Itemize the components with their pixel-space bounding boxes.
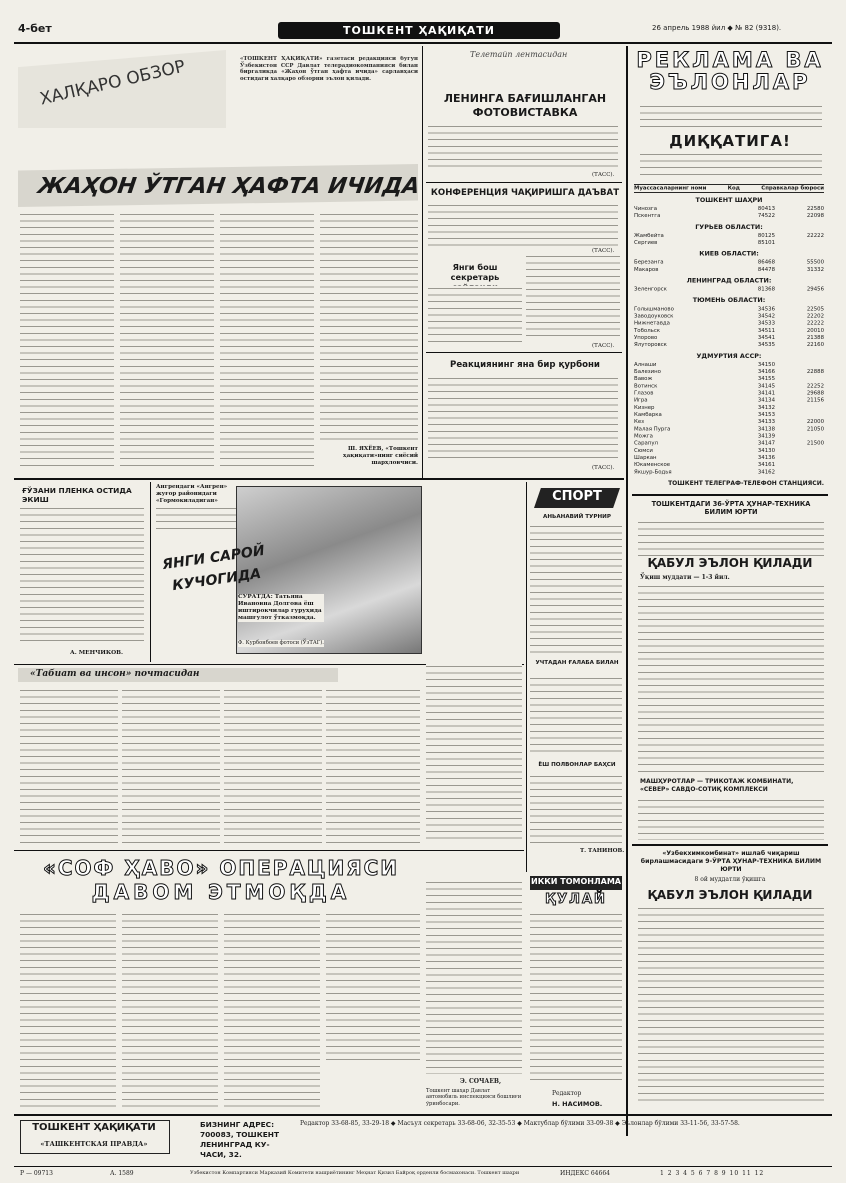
phone-row-bureau: 55500: [806, 260, 824, 266]
phone-row-name: Вотинск: [634, 383, 658, 390]
phone-row: [634, 327, 824, 334]
phone-row-name: Сергиев: [634, 240, 658, 246]
shorts-title-1: ИККИ ТОМОНЛАМА: [531, 877, 621, 886]
school2-body: [638, 906, 824, 1102]
exhibit-tass: (ТАСС).: [592, 172, 615, 178]
phone-row-code: 34147: [757, 441, 775, 447]
phone-row-code: 34536: [757, 306, 775, 313]
photo-caption-top: Ангрендаги «Ангрен» жуғор районидаги «Гормокиладиган»: [156, 484, 228, 504]
phone-row: [634, 447, 824, 454]
col-divider-1: [422, 46, 423, 478]
footer-rule: [14, 1114, 832, 1116]
phone-row: [634, 306, 824, 313]
phone-row-code: 84478: [757, 267, 775, 273]
phone-row-bureau: 22505: [806, 306, 824, 313]
phone-row-bureau: [778, 404, 824, 411]
phone-row: [634, 232, 824, 239]
sport-body-1: [530, 524, 622, 654]
ads-sep-2: [632, 844, 828, 846]
exhibit-body: [428, 124, 618, 172]
phone-row-name: Вавож: [634, 376, 653, 382]
ads-attention: ДИҚҚАТИГА!: [669, 132, 791, 150]
phone-row-code: 34139: [757, 433, 775, 440]
intl-col4: [320, 212, 418, 442]
region-heading: ГУРЬЕВ ОБЛАСТИ:: [695, 223, 763, 231]
soft-author-title: Тошкент шаҳар Давлат автомобиль инспекцияси бошлиғи ўринбосари.: [426, 1088, 522, 1107]
akp-body: [526, 254, 620, 342]
footer-logo-ru: «ТАШКЕНТСКАЯ ПРАВДА»: [40, 1140, 148, 1148]
intl-kicker: ХАЛҚАРО ОБЗОР: [38, 56, 188, 110]
sport-sub-2: УЧТАДАН ҒАЛАБА БИЛАН: [535, 660, 619, 666]
footer-rule-2: [14, 1166, 832, 1167]
phone-row-bureau: [778, 455, 824, 462]
address-body: [638, 798, 824, 840]
footer-logo: ТОШКЕНТ ҲАҚИҚАТИ: [32, 1122, 156, 1133]
admission-title-1: ҚАБУЛ ЭЪЛОН ҚИЛАДИ: [647, 556, 813, 570]
page-number: 4-бет: [18, 22, 52, 35]
phone-row: [634, 404, 824, 411]
phone-row-name: Малая Пурга: [634, 426, 671, 433]
intl-col1: [20, 212, 114, 470]
region-heading: ТЮМЕНЬ ОБЛАСТИ:: [692, 296, 766, 305]
soft-title-2: ДАВОМ ЭТМОҚДА: [91, 880, 351, 904]
phone-row-bureau: 22580: [806, 206, 824, 212]
phone-row: [634, 469, 824, 476]
phone-row-bureau: 22098: [806, 213, 824, 219]
cotton-title: ҒЎЗАНИ ПЛЕНКА ОСТИДА ЭКИШ: [22, 486, 132, 504]
phone-row: [634, 286, 824, 293]
phone-row: [634, 412, 824, 419]
conference-title: КОНФЕРЕНЦИЯ ЧАҚИРИШГА ДАЪВАТ: [430, 188, 620, 198]
sport-author: Т. ТАНИНОВ.: [580, 848, 625, 854]
phone-row-name: Юкаменское: [634, 462, 671, 468]
ads-sep-1: [632, 494, 828, 496]
footer-addr-2: ЛЕНИНГРАД КУ-: [200, 1140, 270, 1149]
phone-row-name: Якшур-Бодья: [634, 469, 672, 476]
phone-row-bureau: 22222: [806, 321, 824, 327]
intl-intro: «ТОШКЕНТ ҲАҚИҚАТИ» газетаси редакцияси бугун Ўзбекистон ССР Давлат телерадиокомпанияси билан биргаликда «Жаҳон ўтган ҳафта ичида» сарлавҳаси остидаги халқаро обзорни эълон қилади.: [240, 56, 418, 82]
nature-col3: [224, 688, 322, 844]
phone-row-name: Ялуторовск: [634, 342, 667, 348]
intl-signature: Ш. ЯХЁЕВ, «Тошкент ҳақиқати»нинг сиёсий шарҳловчиси.: [343, 446, 418, 466]
phone-row-code: 81368: [757, 287, 775, 293]
phone-row-name: Кез: [634, 419, 645, 425]
nature-col1: [20, 688, 118, 844]
sport-sub-3: ЁШ ПОЛВОНЛАР БАҲСИ: [538, 762, 616, 768]
shorts-body: [530, 912, 622, 1082]
reaction-body: [428, 376, 618, 464]
sep-b: [426, 352, 622, 353]
phone-row-name: Макаров: [634, 267, 659, 273]
nature-col5: [426, 664, 522, 844]
phone-row-bureau: [778, 412, 824, 419]
phone-row-bureau: 31332: [806, 267, 824, 273]
soft-rule: [14, 850, 524, 851]
phone-row: [634, 462, 824, 469]
ads-title-2: ЭЪЛОНЛАР: [649, 70, 811, 94]
phone-row-name: Глазов: [634, 390, 654, 397]
editor-label: Редактор: [552, 1090, 582, 1097]
shorts-title-2: ҚУЛАЙ: [545, 892, 607, 907]
soft-col3: [224, 912, 320, 1108]
phone-row: [634, 361, 824, 368]
phone-row: [634, 320, 824, 327]
col-phone-header: Справкалар бюроси: [761, 185, 824, 192]
phone-row-bureau: 29456: [806, 287, 824, 293]
phone-row-bureau: 29688: [806, 390, 824, 397]
phone-row-name: Березанга: [634, 260, 664, 266]
phone-row-bureau: [778, 376, 824, 383]
phone-row-bureau: [778, 469, 824, 476]
phone-row-code: 85101: [757, 240, 775, 246]
phone-row: [634, 313, 824, 320]
footer-printer: Ўзбекистон Компартияси Марказий Комитети нашриётининг Меҳнат Қизил Байроқ орденли босмахонаси. Тошкент шаҳри: [190, 1170, 520, 1176]
reaction-tass: (ТАСС).: [592, 465, 615, 471]
phone-row: [634, 426, 824, 433]
phone-row-name: Заводоуковск: [634, 313, 674, 320]
soft-title-1: «СОФ ҲАВО» ОПЕРАЦИЯСИ: [42, 856, 400, 880]
phone-row-code: 34141: [757, 390, 775, 397]
phone-row-code: 34153: [757, 412, 775, 418]
school2-sub: 8 ой муддатли ўқишга: [694, 876, 766, 883]
soft-col2: [122, 912, 218, 1108]
phone-row-code: 34145: [757, 383, 775, 390]
phone-row: [634, 240, 824, 247]
phone-row-code: 34511: [757, 328, 775, 334]
phone-row-bureau: 22160: [806, 342, 824, 348]
phone-row-name: Шаркан: [634, 455, 657, 461]
soft-col4: [326, 912, 420, 1062]
ads-attention-body: [640, 152, 822, 178]
phone-row: [634, 419, 824, 426]
phone-row-name: Сюмси: [634, 448, 653, 454]
phone-row: [634, 376, 824, 383]
children-photo: [236, 486, 422, 654]
phone-row: [634, 433, 824, 440]
phone-row-code: 34138: [757, 426, 775, 433]
phone-row-bureau: 22888: [806, 369, 824, 375]
phone-row-bureau: 22202: [806, 313, 824, 320]
phone-row-name: Кизнер: [634, 405, 655, 411]
photo-overlay-2: КУЧОГИДА: [171, 565, 263, 595]
phone-row-bureau: [778, 240, 824, 247]
phone-row-code: 34132: [757, 405, 775, 411]
phone-row-code: 34162: [757, 469, 775, 476]
reaction-title: Реакциянинг яна бир қурбони: [450, 360, 600, 370]
footer-order: А. 1589: [110, 1170, 134, 1177]
soft-author: Э. СОЧАЕВ,: [460, 1078, 502, 1085]
photo-caption-top-body: [156, 506, 244, 534]
phone-row: [634, 205, 824, 212]
sport-body-2: [530, 676, 622, 756]
sep-a: [426, 182, 622, 183]
col-name-header: Муассасаларнинг номи: [634, 185, 707, 192]
phone-row-name: Пскентга: [634, 213, 661, 219]
nature-col4: [326, 688, 420, 844]
phone-row-name: Голышманово: [634, 306, 674, 313]
phone-row-name: Можга: [634, 433, 653, 440]
phone-row-code: 34166: [757, 369, 775, 375]
col-divider-2: [150, 482, 151, 662]
conference-body: [428, 203, 618, 248]
phone-row-name: Нижнетавда: [634, 321, 670, 327]
soft-col1: [20, 912, 116, 1108]
footer-idx: Р — 09713: [20, 1170, 53, 1177]
region-heading: КИЕВ ОБЛАСТИ:: [699, 250, 759, 258]
soft-col5: [426, 880, 522, 1074]
phone-row-name: Камбарка: [634, 412, 662, 418]
phone-row-code: 34533: [757, 321, 775, 327]
intl-title: ЖАҲОН ЎТГАН ҲАФТА ИЧИДА: [36, 174, 422, 199]
phone-row-name: Сарапул: [634, 441, 658, 447]
header-rule: [14, 42, 832, 44]
ats-signature: ТОШКЕНТ ТЕЛЕГРАФ-ТЕЛЕФОН СТАНЦИЯСИ.: [668, 480, 824, 487]
phone-row-code: 34535: [757, 342, 775, 348]
phone-row: [634, 440, 824, 447]
phone-row-bureau: 21500: [806, 441, 824, 447]
phone-row: [634, 397, 824, 404]
phone-row-bureau: 20010: [806, 328, 824, 334]
ads-title-1: РЕКЛАМА ВА: [636, 48, 824, 72]
phone-row: [634, 259, 824, 266]
phone-row-code: 86468: [757, 260, 775, 266]
phone-row: [634, 455, 824, 462]
nature-title: «Табиат ва инсон» почтасидан: [30, 669, 200, 679]
footer-index: ИНДЕКС 64664: [560, 1170, 610, 1177]
intl-col2: [120, 212, 214, 470]
phone-row-code: 34134: [757, 398, 775, 404]
conference-tass: (ТАСС).: [592, 248, 615, 254]
phone-row-code: 74522: [757, 213, 775, 219]
ads-intro: [640, 104, 822, 130]
school1-body: [638, 584, 824, 776]
cotton-body: [20, 506, 144, 646]
secretary-tass: (ТАСС).: [592, 343, 615, 349]
phone-row: [634, 334, 824, 341]
phone-row: [634, 213, 824, 220]
phone-row-name: Балезино: [634, 369, 661, 375]
courses-1: Ўқиш муддати — 1-3 йил.: [640, 574, 730, 581]
phone-table: [634, 184, 824, 476]
secretary-title: Янги бош секретарь: [450, 262, 500, 282]
footer-phones: Редактор 33-68-85, 33-29-18 ◆ Масъул секретарь 33-68-06, 32-35-53 ◆ Мактублар бўлими 33-09-38 ◆ Эълонлар бўлими 33-11-56, 33-57-58.: [300, 1120, 740, 1127]
nature-col2: [122, 688, 220, 844]
ads-address: МАШҲУРОТЛАР — ТРИКОТАЖ КОМБИНАТИ, «СЕВЕР» САВДО-СОТИҚ КОМПЛЕКСИ: [640, 778, 794, 793]
school1-head: ТОШКЕНТДАГИ 36-ЎРТА ҲУНАР-ТЕХНИКА БИЛИМ ЮРТИ: [651, 500, 811, 516]
phone-row-name: Упорово: [634, 335, 658, 341]
phone-row-bureau: 22222: [806, 233, 824, 239]
phone-row-name: Игра: [634, 398, 648, 404]
phone-row: [634, 266, 824, 273]
phone-row-code: 34542: [757, 313, 775, 320]
phone-row-bureau: 21388: [806, 335, 824, 341]
phone-row-name: Алнаши: [634, 362, 657, 368]
phone-row-code: 34136: [757, 455, 775, 461]
phone-row: [634, 342, 824, 349]
phone-row: [634, 369, 824, 376]
masthead: ТОШКЕНТ ҲАҚИҚАТИ: [343, 24, 495, 37]
region-heading: ЛЕНИНГРАД ОБЛАСТИ:: [686, 277, 772, 285]
phone-regions: [634, 197, 824, 476]
cotton-author: А. МЕНЧИКОВ.: [70, 650, 124, 656]
phone-row-code: 80413: [757, 206, 775, 212]
phone-row-bureau: 22000: [806, 419, 824, 425]
phone-row-code: 34541: [757, 335, 775, 341]
photo-caption: СУРАТДА: Татьяна Ивановна Долгова ёш иштирокчилар гуруҳида машғулот ўтказмоқда.: [238, 594, 324, 622]
phone-row-code: 34161: [757, 462, 775, 468]
footer-nums: 1 2 3 4 5 6 7 8 9 10 11 12: [660, 1170, 765, 1177]
phone-row-code: 34130: [757, 448, 775, 454]
editor-name: Н. НАСИМОВ.: [552, 1100, 603, 1108]
sport-sub-1: АНЬАНАВИЙ ТУРНИР: [543, 514, 611, 520]
sport-title: СПОРТ: [552, 489, 602, 504]
phone-row-bureau: 22252: [806, 383, 824, 390]
col-divider-sport: [526, 482, 527, 872]
phone-row-bureau: [778, 447, 824, 454]
band-rule: [14, 478, 624, 480]
school1-intro: [638, 520, 824, 556]
phone-row-name: Жамбейта: [634, 233, 664, 239]
col-code-header: Код: [727, 185, 741, 192]
phone-row-bureau: [778, 361, 824, 368]
phone-row-name: Тобольск: [634, 328, 661, 334]
region-heading: УДМУРТИЯ АССР:: [696, 352, 762, 360]
phone-row-code: 34133: [757, 419, 775, 425]
footer-addr-title: БИЗНИНГ АДРЕС:: [200, 1120, 275, 1129]
school2-head: «Узбекхимкомбинат» ишлаб чиқариш бирлашмасидаги 9-ЎРТА ҲУНАР-ТЕХНИКА БИЛИМ ЮРТИ: [640, 850, 822, 873]
phone-row-code: 80125: [757, 233, 775, 239]
phone-row-bureau: [778, 433, 824, 440]
phone-row-code: 34150: [757, 362, 775, 368]
footer-addr-3: ЧАСИ, 32.: [200, 1150, 242, 1159]
exhibit-kicker: Телетайп лентасидан: [470, 50, 568, 59]
phone-row-bureau: [778, 462, 824, 469]
phone-row-bureau: 21050: [806, 426, 824, 433]
phone-row-code: 34155: [757, 376, 775, 382]
phone-row-bureau: 21156: [806, 398, 824, 404]
issue-date: 26 апрель 1988 йил ◆ № 82 (9318).: [652, 24, 782, 32]
sport-body-3: [530, 774, 622, 846]
secretary-body: [428, 286, 522, 342]
col-divider-ads: [626, 46, 628, 1136]
region-heading: ТОШКЕНТ ШАҲРИ: [695, 196, 763, 204]
photo-overlay-1: ЯНГИ САРОЙ: [161, 542, 266, 574]
admission-title-2: ҚАБУЛ ЭЪЛОН ҚИЛАДИ: [647, 888, 813, 902]
photo-credit: Ф. Курбонбоев фотоси (ЎзТАГ).: [238, 640, 324, 646]
phone-row-name: Чинозга: [634, 206, 658, 212]
footer-addr-1: 700083, ТОШКЕНТ: [200, 1130, 280, 1139]
phone-table-header: [634, 184, 824, 193]
intl-col3: [220, 212, 314, 470]
phone-row: [634, 390, 824, 397]
phone-row: [634, 383, 824, 390]
phone-row-name: Зеленгорск: [634, 287, 667, 293]
exhibit-title: ЛЕНИНГА БАҒИШЛАНГАН ФОТОВИСТАВКА: [443, 92, 607, 119]
